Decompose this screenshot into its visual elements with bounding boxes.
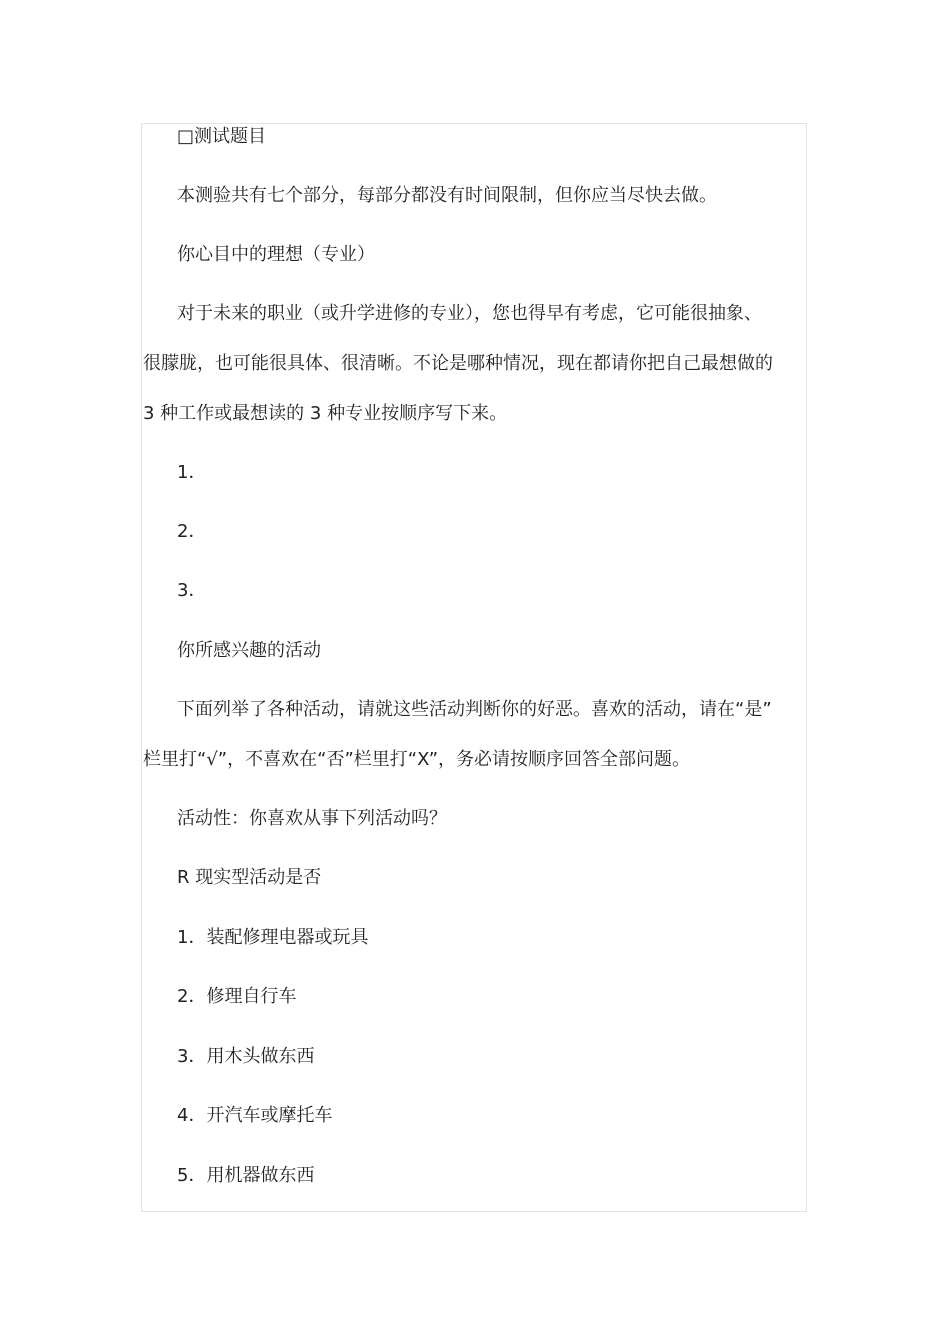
section1-body-line-3: 3 种工作或最想读的 3 种专业按顺序写下来。	[143, 403, 508, 424]
section1-body-line-2: 很朦胧，也可能很具体、很清晰。不论是哪种情况，现在都请你把自己最想做的	[143, 353, 773, 374]
section2-body-line-1: 下面列举了各种活动，请就这些活动判断你的好恶。喜欢的活动，请在“是”	[177, 699, 772, 720]
intro-paragraph: 本测验共有七个部分，每部分都没有时间限制，但你应当尽快去做。	[177, 185, 717, 206]
activity-prompt: 活动性：你喜欢从事下列活动吗？	[177, 808, 447, 829]
section1-title: 你心目中的理想（专业）	[177, 244, 375, 265]
category-header: R 现实型活动是否	[177, 867, 322, 888]
blank-item-2: 2．	[177, 521, 207, 542]
blank-item-1: 1．	[177, 462, 207, 483]
list-item: 1．装配修理电器或玩具	[177, 927, 369, 948]
blank-item-3: 3．	[177, 580, 207, 601]
list-item: 4．开汽车或摩托车	[177, 1105, 333, 1126]
section2-title: 你所感兴趣的活动	[177, 640, 321, 661]
section2-body-line-2: 栏里打“√”，不喜欢在“否”栏里打“X”，务必请按顺序回答全部问题。	[143, 749, 691, 770]
document-heading: □测试题目	[177, 126, 267, 147]
section1-body	[143, 289, 823, 439]
list-item: 5．用机器做东西	[177, 1165, 315, 1186]
section1-body-line-1: 对于未来的职业（或升学进修的专业），您也得早有考虑，它可能很抽象、	[177, 303, 762, 324]
list-item: 2．修理自行车	[177, 986, 297, 1007]
section2-body	[143, 685, 823, 785]
list-item: 3．用木头做东西	[177, 1046, 315, 1067]
